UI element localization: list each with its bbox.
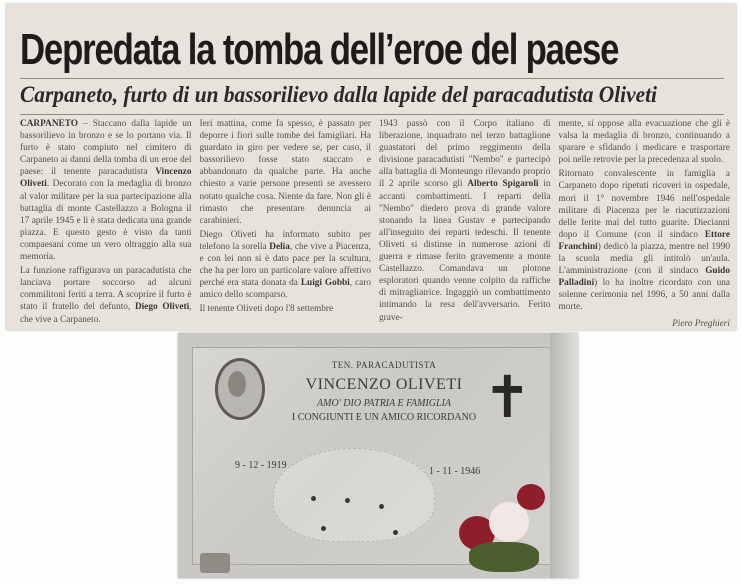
cross-icon: ✝ bbox=[483, 363, 532, 431]
plaque-rank: TEN. PARACADUTISTA bbox=[331, 360, 437, 370]
tomb-photo bbox=[178, 333, 578, 578]
article-author: Piero Preghieri bbox=[672, 318, 730, 328]
marble-wall bbox=[550, 333, 578, 578]
person-name: Delia bbox=[269, 241, 290, 252]
person-name: Vincenzo Oliveti bbox=[20, 167, 192, 190]
mounting-bolt bbox=[321, 526, 326, 531]
missing-relief-outline bbox=[273, 448, 435, 542]
candle-holder bbox=[200, 553, 230, 573]
article-column-3 bbox=[379, 118, 551, 328]
person-name: Ettore Franchini bbox=[558, 229, 730, 252]
person-name: Alberto Spigaroli bbox=[467, 179, 539, 190]
newspaper-clipping bbox=[6, 4, 736, 330]
paragraph-text: , che vive a Carpaneto. bbox=[20, 302, 192, 325]
paragraph-text: 1943 passò con il Corpo italiano di liberazione, inquadrato nel terzo battaglione guastatori del primo reggimento della divisione paracadutisti "Nembo" e partecipò alla battaglia di Monteungo rilevando proprio il 2 aprile scorso gli bbox=[379, 119, 551, 190]
paragraph-text: La funzione raffigurava un paracadutista che lanciava portare soccorso ad alcuni commilitoni feriti a terra. A scoprire il furto è stato il fratello del defunto, bbox=[20, 266, 192, 313]
article-body bbox=[20, 118, 730, 328]
red-flower bbox=[517, 484, 545, 510]
paragraph-text: Diego Oliveti ha informato subito per telefono la sorella bbox=[199, 229, 371, 252]
article-column-4 bbox=[559, 118, 731, 328]
subhead-divider bbox=[20, 114, 724, 115]
paragraph-text: , caro amico dello scomparso. bbox=[199, 278, 371, 301]
headline-divider bbox=[20, 78, 724, 79]
mounting-bolt bbox=[345, 498, 350, 503]
paragraph-text: in accanti combattimenti. I reparti della "Nembo" diedero prova di grande valore stonando la linea Gustav e partecipando all'inseguito dei reparti tedeschi. Il tenente Oliveti si distinse in numerose azioni di guerra e rimase ferito gravemente a monte Castellazzo. Comandava un plotone esploratori quando venne colpito da raffiche di mitragliatrice. Ingaggiò un combattimento intimando la resa dell'avversario. Ferito grave- bbox=[379, 179, 551, 323]
paragraph-text: – Staccano dalla lapide un bassorilievo in bronzo e se lo portano via. Il furto è stato compiuto nel cimitero di Carpaneto ai danni della tomba di un eroe del paese: il tenente paracadutista bbox=[20, 119, 192, 178]
plaque-dedication: I CONGIUNTI E UN AMICO RICORDANO bbox=[291, 412, 477, 423]
dateline: CARPANETO bbox=[20, 119, 79, 129]
mounting-bolt bbox=[393, 530, 398, 535]
plaque-name: VINCENZO OLIVETI bbox=[305, 376, 463, 393]
article-column-1 bbox=[20, 118, 192, 328]
mounting-bolt bbox=[379, 504, 384, 509]
paragraph-text: mente, si oppose alla evacuazione che gli è valsa la medaglia di bronzo, continuando a sparare e sfidando i medicare e trasportare poi nelle retrovie per la precedenza al suolo. bbox=[558, 119, 730, 166]
person-name: Diego Oliveti bbox=[134, 302, 190, 313]
article-subheadline: Carpaneto, furto di un bassorilievo dalla lapide del paracadutista Oliveti bbox=[20, 82, 657, 107]
foliage bbox=[469, 542, 539, 572]
article-column-2 bbox=[200, 118, 372, 328]
person-name: Luigi Gobbi bbox=[300, 278, 350, 289]
paragraph-text: ) dedicò la piazza, mentre nel 1990 la scuola media gli intitolò un'aula. L'amministrazione (con il sindaco bbox=[558, 241, 730, 277]
article-headline: Depredata la tomba dell’eroe del paese bbox=[20, 25, 619, 74]
plaque-motto: AMO' DIO PATRIA E FAMIGLIA bbox=[317, 398, 451, 409]
person-name: Guido Palladini bbox=[558, 266, 730, 289]
birth-date: 9 - 12 - 1919 bbox=[235, 460, 287, 471]
mounting-bolt bbox=[311, 496, 316, 501]
paragraph-text: Ieri mattina, come fa spesso, è passato per deporre i fiori sulle tombe dei famigliari. Ha guardato in giro per vedere se, per caso, il bassorilievo fosse stato staccato e abbandonato da qualche parte. Ha anche chiesto a varie persone presenti se avessero notato qualche cosa. Niente da fare. Non gli è rimasto che presentare denuncia ai carabinieri. bbox=[199, 119, 371, 226]
paragraph-text: . Decorato con la medaglia di bronzo al valor militare per la sua partecipazione alla battaglia di monte Castellazzo a Bologna il 17 aprile 1945 e lì è stata dedicata una grande piazza. E questo gesto è visto da tanti compaesani come un vero oltraggio alla sua memoria. bbox=[20, 179, 192, 263]
death-date: 1 - 11 - 1946 bbox=[429, 466, 481, 477]
portrait-frame bbox=[215, 358, 265, 420]
paragraph-text: , che vive a Piacenza, e con lei non si è dato pace per la scultura, che ha per loro un particolare valore affettivo perché era stata donata da bbox=[199, 241, 371, 289]
paragraph-text: Ritornato convalescente in famiglia a Carpaneto dopo ripetuti ricoveri in ospedale, morì il 1° novembre 1946 nell'ospedale militare di Piacenza per le riacutizzazioni delle ferite mai del tutto guarite. Diecianni dopo il Comune (con il sindaco bbox=[558, 169, 730, 240]
memorial-plaque bbox=[192, 347, 552, 565]
paragraph-text: ) lo ha inoltre ricordato con una solenne cerimonia nel 1996, a 50 anni dalla morte. bbox=[558, 278, 730, 313]
paragraph-text: Il tenente Oliveti dopo l'8 settembre bbox=[199, 304, 334, 315]
